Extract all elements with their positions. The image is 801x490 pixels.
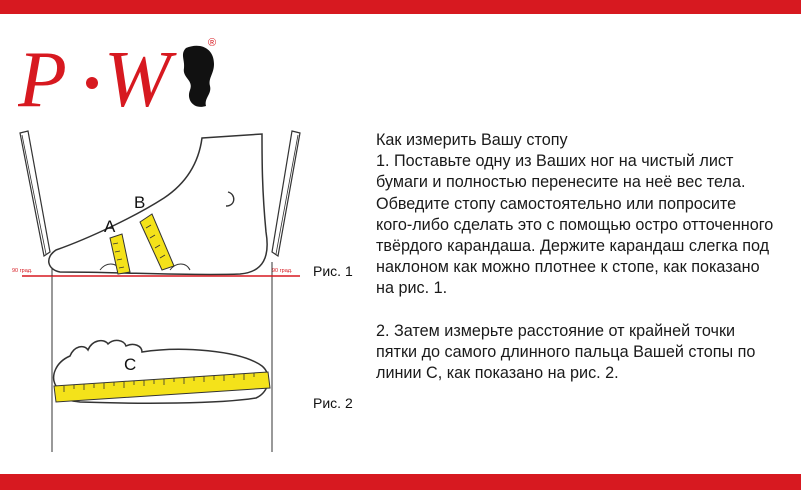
instructions-title: Как измерить Вашу стопу <box>376 131 568 149</box>
right-pencil-icon <box>272 131 300 256</box>
label-b: B <box>134 193 146 212</box>
bottom-red-bar <box>0 474 801 490</box>
top-red-bar <box>0 0 801 14</box>
fig2-caption: Рис. 2 <box>313 395 353 411</box>
logo-letter-w: W <box>104 36 171 118</box>
instructions-step-1: 1. Поставьте одну из Ваших ног на чистый лист бумаги и полностью перенесите на неё вес тела. Обведите стопу самостоятельно или попросите кого-либо сделать это с помощью остро отточенного твёрдого карандаша. Держите карандаш слегка под наклоном как можно плотнее к стопе, как показано на рис. 1. <box>376 152 774 298</box>
pw-logo <box>18 28 228 118</box>
logo-dot <box>86 77 98 89</box>
woman-profile-icon <box>183 46 214 107</box>
instructions-step-2: 2. Затем измерьте расстояние от крайней точки пятки до самого длинного пальца Вашей стопы по линии С, как показано на рис. 2. <box>376 321 756 383</box>
instructions-text <box>376 130 776 384</box>
label-c: C <box>124 355 137 374</box>
registered-mark: ® <box>208 37 217 49</box>
label-a: A <box>104 217 116 236</box>
angle-right-label: 90 град. <box>272 268 293 274</box>
angle-left-label: 90 град. <box>12 268 33 274</box>
logo-letter-p: P <box>18 36 67 118</box>
fig1-caption: Рис. 1 <box>313 263 353 279</box>
left-pencil-icon <box>20 131 50 256</box>
